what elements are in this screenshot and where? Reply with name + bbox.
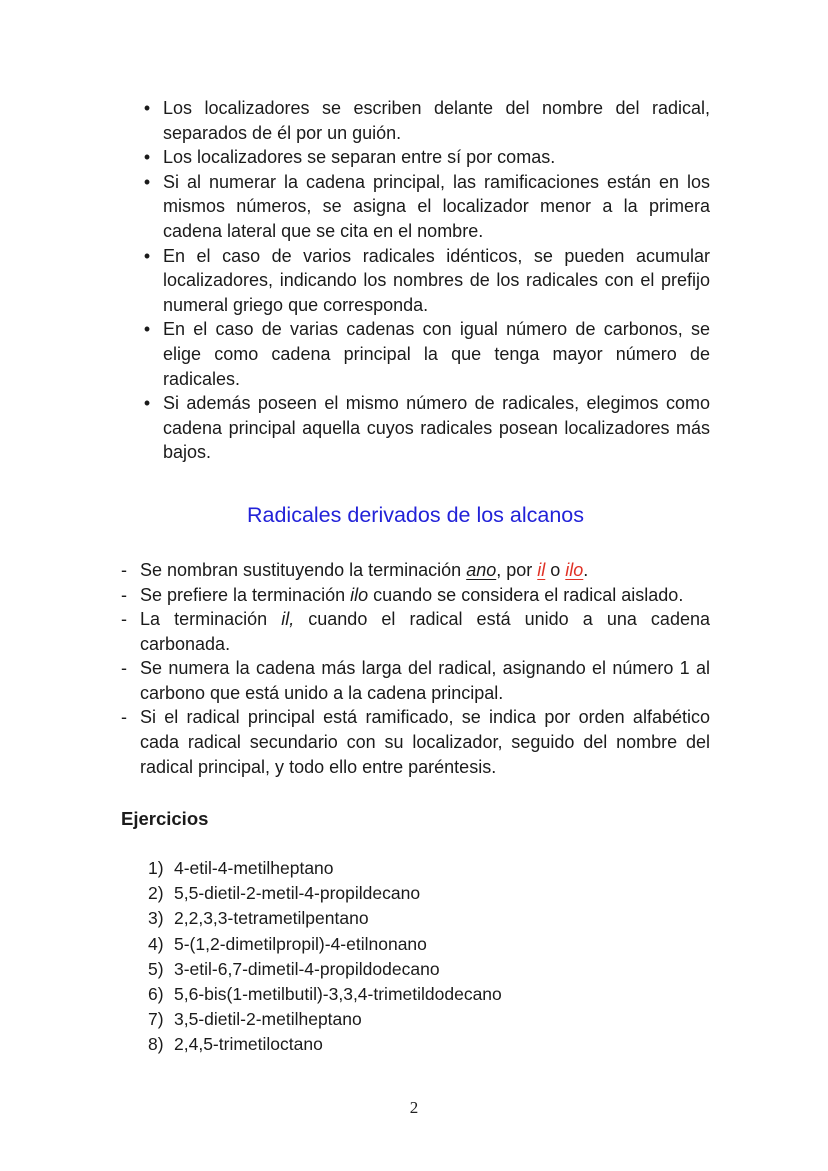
section-heading: Radicales derivados de los alcanos	[246, 502, 585, 527]
rule-item	[121, 705, 710, 779]
bullet-item-marker-icon: •	[143, 319, 151, 340]
exercise-item-number: 7)	[148, 1008, 164, 1029]
dash-list	[121, 558, 710, 779]
rule-item	[121, 558, 710, 583]
bullet-item-text: Si además poseen el mismo número de radicales, elegimos como cadena principal aquella cuyos radicales posean localizadores más bajos.	[163, 393, 710, 463]
bullet-item-text: Los localizadores se escriben delante del nombre del radical, separados de él por un guión.	[163, 98, 710, 143]
bullet-item	[121, 244, 710, 318]
exercise-item	[148, 982, 710, 1007]
exercise-item	[148, 1032, 710, 1057]
exercise-item-number: 4)	[148, 933, 164, 954]
exercise-item-name: 5,6-bis(1-metilbutil)-3,3,4-trimetildodecano	[174, 983, 502, 1004]
rule-item	[121, 656, 710, 705]
exercise-item	[148, 1007, 710, 1032]
rule-item-marker-icon: -	[121, 584, 127, 605]
rule-item-text-run: Se prefiere la terminación	[140, 584, 351, 605]
bullet-item-text: En el caso de varios radicales idénticos, se pueden acumular localizadores, indicando los nombres de los radicales con el prefijo numeral griego que corresponda.	[163, 245, 710, 315]
bullet-item	[121, 145, 710, 170]
exercises-list	[148, 856, 710, 1057]
exercise-item-number: 8)	[148, 1033, 164, 1054]
exercise-item-name: 4-etil-4-metilheptano	[174, 858, 334, 879]
rule-item-marker-icon: -	[121, 658, 127, 679]
rule-item-text-run: ilo	[350, 584, 369, 605]
bullet-item-marker-icon: •	[143, 245, 151, 266]
exercise-item-name: 5-(1,2-dimetilpropil)-4-etilnonano	[174, 933, 427, 954]
rule-item	[121, 583, 710, 608]
bullet-list	[121, 96, 710, 465]
bullet-item-marker-icon: •	[143, 147, 151, 168]
rule-item-marker-icon: -	[121, 707, 127, 728]
exercise-item-name: 3,5-dietil-2-metilheptano	[174, 1008, 362, 1029]
exercise-item-name: 2,4,5-trimetiloctano	[174, 1033, 323, 1054]
rule-item-text-run: .	[583, 559, 589, 580]
exercise-item-name: 2,2,3,3-tetrametilpentano	[174, 908, 369, 929]
exercise-item	[148, 856, 710, 881]
rule-item-text-run: Se nombran sustituyendo la terminación	[140, 559, 467, 580]
exercise-item-name: 3-etil-6,7-dimetil-4-propildodecano	[174, 958, 440, 979]
rule-item-text-run: cuando el radical está unido a una cadena carbonada.	[140, 609, 710, 654]
rule-item-text-run: , por	[496, 559, 538, 580]
rule-item-marker-icon: -	[121, 609, 127, 630]
exercises-heading: Ejercicios	[121, 808, 209, 830]
rule-item-text-run: ano	[466, 559, 497, 580]
bullet-item	[121, 96, 710, 145]
rule-item-text-run: Se numera la cadena más larga del radical, asignando el número 1 al carbono que está unido a la cadena principal.	[140, 658, 710, 703]
exercise-item	[148, 932, 710, 957]
page-number: 2	[409, 1098, 419, 1117]
rule-item-text-run: La terminación	[140, 609, 282, 630]
bullet-item	[121, 391, 710, 465]
bullet-item-text: Los localizadores se separan entre sí por comas.	[163, 147, 556, 168]
rule-item-marker-icon: -	[121, 559, 127, 580]
bullet-item	[121, 170, 710, 244]
bullet-item-text: Si al numerar la cadena principal, las ramificaciones están en los mismos números, se asigna el localizador menor a la primera cadena lateral que se cita en el nombre.	[163, 171, 710, 241]
bullet-item-marker-icon: •	[143, 98, 151, 118]
exercise-item-number: 5)	[148, 958, 164, 979]
exercise-item-name: 5,5-dietil-2-metil-4-propildecano	[174, 883, 421, 904]
bullet-item-marker-icon: •	[143, 393, 151, 414]
exercise-item	[148, 957, 710, 982]
exercise-item-number: 2)	[148, 883, 164, 904]
exercise-item-number: 3)	[148, 908, 164, 929]
rule-item-text-run: Si el radical principal está ramificado, se indica por orden alfabético cada radical secundario con su localizador, seguido del nombre del radical principal, y todo ello entre paréntesis.	[140, 707, 710, 777]
rule-item-text-run: ilo	[565, 559, 584, 580]
bullet-item-marker-icon: •	[143, 171, 151, 192]
rule-item	[121, 607, 710, 656]
exercise-item-number: 6)	[148, 983, 164, 1004]
rule-item-text-run: cuando se considera el radical aislado.	[368, 584, 684, 605]
bullet-item-text: En el caso de varias cadenas con igual número de carbonos, se elige como cadena principal la que tenga mayor número de radicales.	[163, 319, 710, 389]
exercise-item	[148, 906, 710, 931]
rule-item-text-run: il,	[281, 609, 295, 630]
exercise-item	[148, 881, 710, 906]
exercise-item-number: 1)	[148, 858, 164, 879]
document-content	[121, 96, 710, 1057]
bullet-item	[121, 317, 710, 391]
rule-item-text-run: il	[537, 559, 546, 580]
rule-item-text-run: o	[545, 559, 566, 580]
